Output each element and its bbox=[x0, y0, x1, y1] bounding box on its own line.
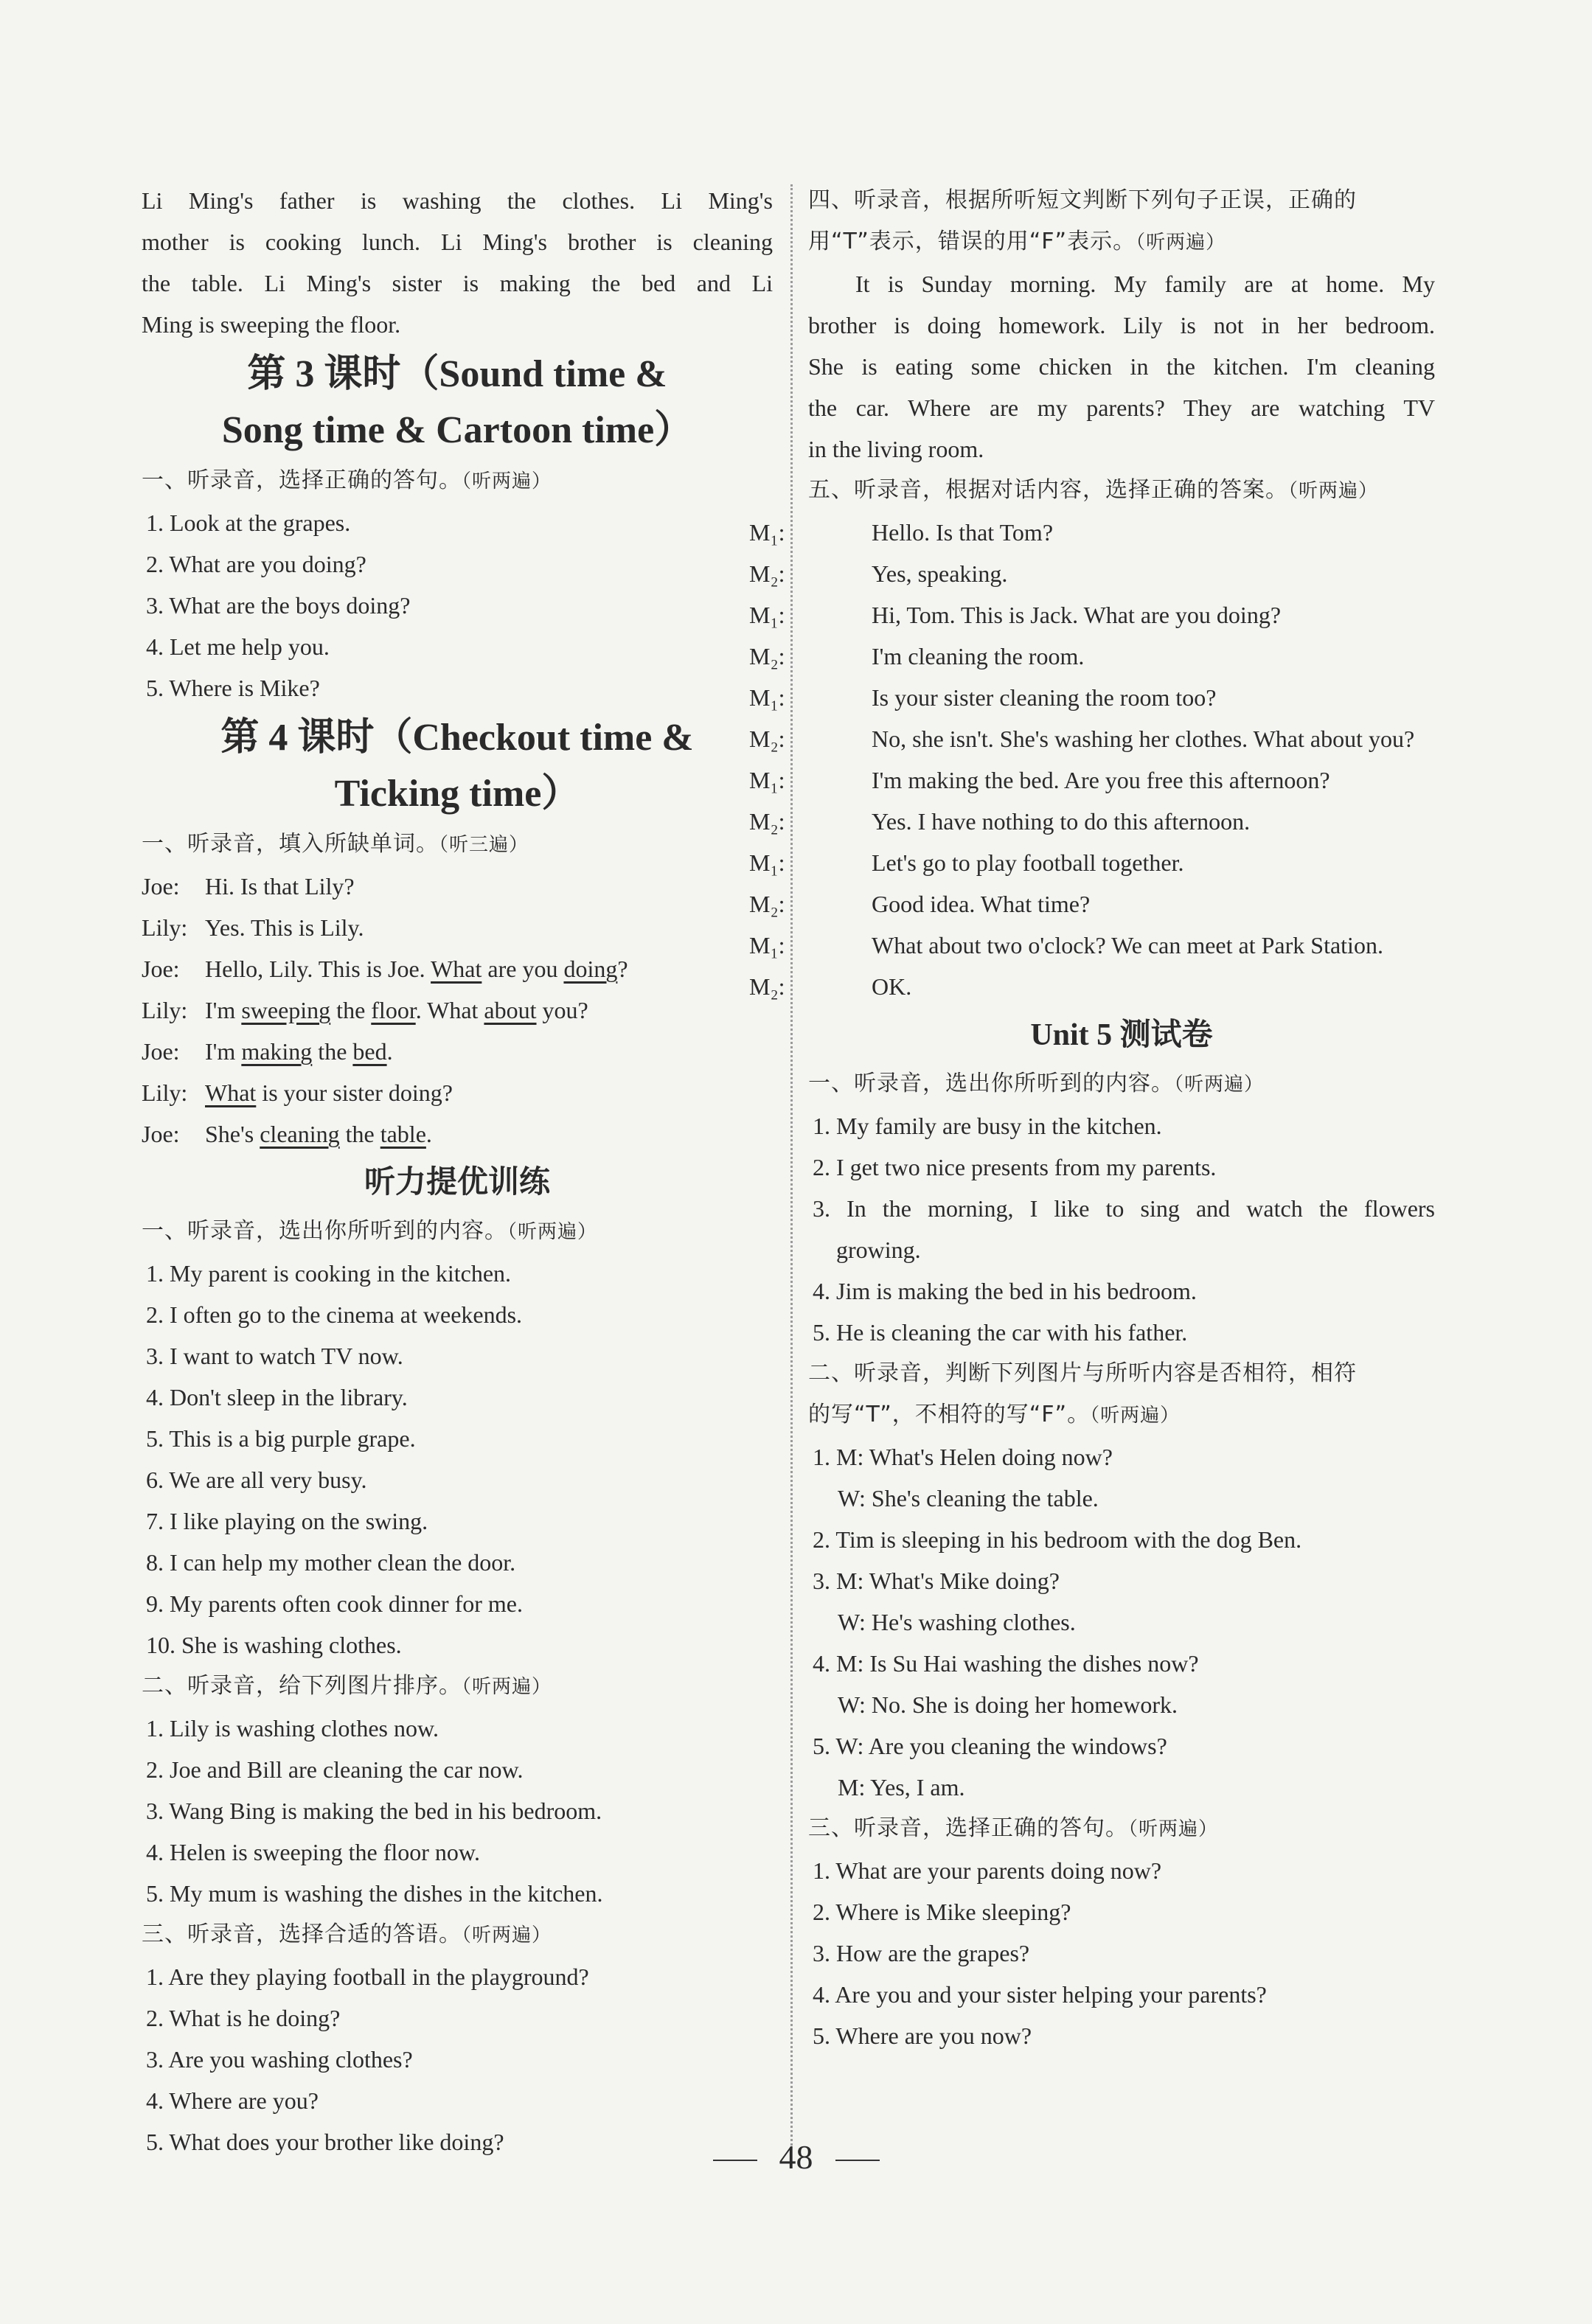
intro-line: Li Ming's father is washing the clothes. Li Ming's bbox=[142, 187, 773, 214]
list-item: 5. Where is Mike? bbox=[146, 675, 320, 701]
list-item: 5. My mum is washing the dishes in the kitchen. bbox=[146, 1880, 603, 1907]
dialog-line: Lily: Yes. This is Lily. bbox=[142, 914, 364, 941]
list-item: 4. Let me help you. bbox=[146, 633, 330, 660]
list-item: 2. What is he doing? bbox=[146, 2005, 341, 2031]
passage-line: the car. Where are my parents? They are watching TV bbox=[808, 394, 1435, 421]
dialog-line: Joe: She's cleaning the table. bbox=[142, 1121, 432, 1147]
list-item: 10. She is washing clothes. bbox=[146, 1632, 402, 1658]
list-item: 1. M: What's Helen doing now? bbox=[813, 1444, 1113, 1470]
dialog-line: M₁: What about two o'clock? We can meet at Park Station. bbox=[749, 932, 1383, 959]
section-heading: 一、听录音，选出你所听到的内容。（听两遍） bbox=[808, 1071, 1265, 1096]
list-item: 2. I often go to the cinema at weekends. bbox=[146, 1301, 523, 1328]
section-heading: 的写“T”，不相符的写“F”。（听两遍） bbox=[808, 1402, 1181, 1427]
left-column bbox=[142, 180, 773, 2163]
dialog-line: M₁: Let's go to play football together. bbox=[749, 849, 1184, 876]
list-item: 1. Are they playing football in the playground? bbox=[146, 1963, 589, 1990]
intro-line: mother is cooking lunch. Li Ming's brother is cleaning bbox=[142, 229, 773, 255]
dialog-line: M₂: Yes. I have nothing to do this afternoon. bbox=[749, 808, 1251, 835]
list-item: 3. M: What's Mike doing? bbox=[813, 1568, 1060, 1594]
dash-left bbox=[713, 2160, 757, 2161]
list-item: 4. Where are you? bbox=[146, 2087, 319, 2114]
list-item: 1. My family are busy in the kitchen. bbox=[813, 1113, 1162, 1139]
list-item: 6. We are all very busy. bbox=[146, 1467, 367, 1493]
dialog-line: Lily: I'm sweeping the floor. What about you? bbox=[142, 997, 588, 1023]
filled-blank: sweeping bbox=[241, 997, 331, 1023]
list-item: 3. Wang Bing is making the bed in his bedroom. bbox=[146, 1798, 602, 1824]
section-heading: 一、听录音，选择正确的答句。（听两遍） bbox=[142, 467, 552, 493]
list-item: 4. Jim is making the bed in his bedroom. bbox=[813, 1278, 1197, 1304]
passage-line: brother is doing homework. Lily is not in her bedroom. bbox=[808, 312, 1435, 338]
filled-blank: What bbox=[431, 956, 482, 982]
section-heading: 二、听录音，给下列图片排序。（听两遍） bbox=[142, 1673, 552, 1699]
list-item: 3. I want to watch TV now. bbox=[146, 1343, 403, 1369]
section-heading: 二、听录音，判断下列图片与所听内容是否相符，相符 bbox=[808, 1360, 1357, 1386]
list-item: 2. What are you doing? bbox=[146, 551, 366, 577]
list-item: 1. My parent is cooking in the kitchen. bbox=[146, 1260, 512, 1287]
column-divider bbox=[790, 184, 793, 2146]
list-item: 2. Tim is sleeping in his bedroom with the dog Ben. bbox=[813, 1526, 1302, 1553]
filled-blank: floor bbox=[371, 997, 416, 1023]
filled-blank: cleaning bbox=[260, 1121, 340, 1147]
section-heading: 四、听录音，根据所听短文判断下列句子正误，正确的 bbox=[808, 187, 1357, 213]
list-item: 4. Don't sleep in the library. bbox=[146, 1384, 408, 1410]
filled-blank: making bbox=[241, 1038, 313, 1065]
unit5-title: Unit 5 测试卷 bbox=[1030, 1018, 1213, 1052]
list-item: 2. I get two nice presents from my parents. bbox=[813, 1154, 1217, 1180]
section-heading: 一、听录音，选出你所听到的内容。（听两遍） bbox=[142, 1218, 598, 1244]
dialog-line: W: She's cleaning the table. bbox=[838, 1485, 1099, 1511]
lesson3-title: Song time & Cartoon time） bbox=[221, 409, 693, 451]
list-item: 3. Are you washing clothes? bbox=[146, 2046, 413, 2073]
dialog-line: W: No. She is doing her homework. bbox=[838, 1691, 1178, 1718]
list-item: 4. Helen is sweeping the floor now. bbox=[146, 1839, 480, 1865]
list-item: 8. I can help my mother clean the door. bbox=[146, 1549, 516, 1576]
list-item: 5. Where are you now? bbox=[813, 2022, 1032, 2049]
dialog-line: M₁: I'm making the bed. Are you free this afternoon? bbox=[749, 767, 1330, 793]
list-item: 1. What are your parents doing now? bbox=[813, 1857, 1162, 1884]
list-item: 3. How are the grapes? bbox=[813, 1940, 1030, 1966]
list-item: 5. W: Are you cleaning the windows? bbox=[813, 1733, 1167, 1759]
dialog-line: M: Yes, I am. bbox=[838, 1774, 965, 1801]
training-title: 听力提优训练 bbox=[364, 1166, 550, 1200]
list-item-continued: growing. bbox=[836, 1236, 921, 1263]
intro-line: Ming is sweeping the floor. bbox=[142, 311, 401, 338]
dialog-line: M₂: OK. bbox=[749, 973, 912, 1000]
list-item: 5. This is a big purple grape. bbox=[146, 1425, 416, 1452]
right-column bbox=[749, 180, 1435, 2056]
dialog-line: M₂: Good idea. What time? bbox=[749, 891, 1091, 917]
filled-blank: about bbox=[484, 997, 537, 1023]
list-item: 4. Are you and your sister helping your parents? bbox=[813, 1981, 1267, 2008]
intro-line: the table. Li Ming's sister is making the bed and Li bbox=[142, 270, 773, 296]
passage-line: in the living room. bbox=[808, 436, 984, 462]
passage-line: She is eating some chicken in the kitchen. I'm cleaning bbox=[808, 353, 1435, 380]
section-heading: 三、听录音，选择正确的答句。（听两遍） bbox=[808, 1815, 1219, 1841]
dialog-line: Joe: I'm making the bed. bbox=[142, 1038, 393, 1065]
filled-blank: What bbox=[205, 1079, 257, 1106]
dialog-line: M₁: Hi, Tom. This is Jack. What are you doing? bbox=[749, 602, 1282, 628]
dialog-line: M₁: Hello. Is that Tom? bbox=[749, 519, 1054, 546]
list-item: 7. I like playing on the swing. bbox=[146, 1508, 428, 1534]
dialog-line: M₂: No, she isn't. She's washing her clothes. What about you? bbox=[749, 726, 1415, 752]
dialog-line: M₂: Yes, speaking. bbox=[749, 560, 1008, 587]
list-item: 1. Lily is washing clothes now. bbox=[146, 1715, 439, 1742]
list-item: 5. What does your brother like doing? bbox=[146, 2129, 504, 2155]
dialog-line: Joe: Hi. Is that Lily? bbox=[142, 873, 355, 900]
list-item: 5. He is cleaning the car with his father. bbox=[813, 1319, 1188, 1346]
passage-line: It is Sunday morning. My family are at home. My bbox=[855, 271, 1435, 297]
filled-blank: doing bbox=[563, 956, 618, 982]
lesson4-title: 第 4 课时（Checkout time & bbox=[220, 717, 694, 759]
list-item: 3. What are the boys doing? bbox=[146, 592, 411, 619]
dialog-line: Joe: Hello, Lily. This is Joe. What are you doing? bbox=[142, 956, 628, 982]
dialog-line: M₁: Is your sister cleaning the room too? bbox=[749, 684, 1217, 711]
filled-blank: table bbox=[380, 1121, 426, 1147]
section-heading: 一、听录音，填入所缺单词。（听三遍） bbox=[142, 831, 529, 857]
lesson4-title: Ticking time） bbox=[334, 773, 580, 815]
lesson3-title: 第 3 课时（Sound time & bbox=[247, 353, 667, 395]
section-heading: 五、听录音，根据对话内容，选择正确的答案。（听两遍） bbox=[808, 477, 1379, 503]
dialog-line: W: He's washing clothes. bbox=[838, 1609, 1076, 1635]
dialog-line: M₂: I'm cleaning the room. bbox=[749, 643, 1085, 669]
list-item: 2. Where is Mike sleeping? bbox=[813, 1899, 1071, 1925]
list-item: 1. Look at the grapes. bbox=[146, 509, 351, 536]
page-number: 48 bbox=[0, 2135, 1592, 2179]
list-item: 2. Joe and Bill are cleaning the car now. bbox=[146, 1756, 524, 1783]
dash-right bbox=[835, 2160, 880, 2161]
section-heading: 三、听录音，选择合适的答语。（听两遍） bbox=[142, 1921, 552, 1947]
list-item: 3. In the morning, I like to sing and watch the flowers bbox=[813, 1195, 1435, 1222]
list-item: 9. My parents often cook dinner for me. bbox=[146, 1590, 523, 1617]
dialog-line: Lily: What is your sister doing? bbox=[142, 1079, 453, 1106]
section-heading: 用“T”表示，错误的用“F”表示。（听两遍） bbox=[808, 229, 1226, 254]
filled-blank: bed bbox=[352, 1038, 387, 1065]
list-item: 4. M: Is Su Hai washing the dishes now? bbox=[813, 1650, 1199, 1677]
